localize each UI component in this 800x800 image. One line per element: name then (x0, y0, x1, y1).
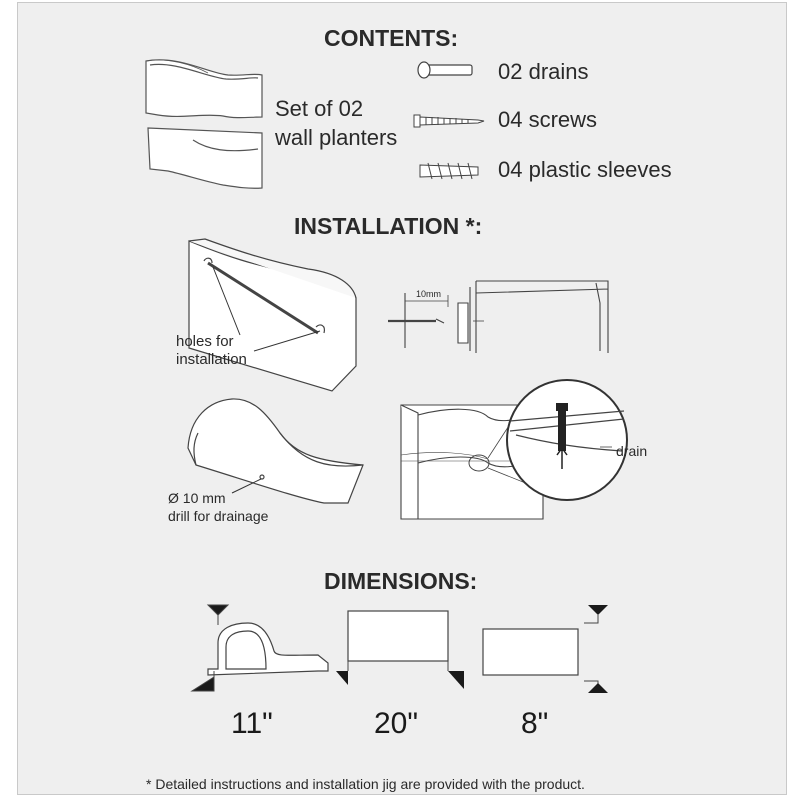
gap-label: 10mm (416, 289, 442, 299)
planter-drill-illustration (188, 399, 363, 503)
width-value: 20" (374, 707, 419, 740)
dimensions-heading: DIMENSIONS: (324, 568, 478, 594)
installation-heading: INSTALLATION *: (294, 213, 483, 239)
dim-depth-profile (208, 623, 328, 675)
instruction-sheet (17, 2, 787, 795)
screw-illustration (414, 115, 484, 127)
dim-height-box (483, 605, 608, 693)
planter-top-illustration (146, 60, 262, 118)
contents-heading: CONTENTS: (324, 25, 459, 51)
planters-label-line1: Set of 02 (275, 96, 364, 121)
footnote: * Detailed instructions and installation jig are provided with the product. (146, 776, 585, 792)
dim-width-box (336, 611, 464, 689)
planter-bottom-illustration (148, 128, 262, 188)
holes-label-line2: installation (176, 351, 247, 368)
sleeve-illustration (420, 163, 478, 179)
height-value: 8" (521, 707, 549, 740)
planters-label-line2: wall planters (275, 125, 398, 150)
planter-back-view-illustration (189, 239, 356, 391)
drain-detail-label: drain (616, 443, 648, 459)
drain-detail-zoom (507, 380, 627, 500)
drains-label: 02 drains (498, 59, 589, 84)
screws-label: 04 screws (498, 107, 598, 132)
sleeves-label: 04 plastic sleeves (498, 157, 672, 182)
illustrations (18, 3, 787, 795)
drill-label: drill for drainage (168, 508, 269, 524)
hole-diameter-label: Ø 10 mm (168, 490, 226, 506)
holes-label-line1: holes for (176, 333, 234, 350)
drain-illustration (418, 62, 472, 78)
depth-value: 11" (231, 707, 273, 740)
